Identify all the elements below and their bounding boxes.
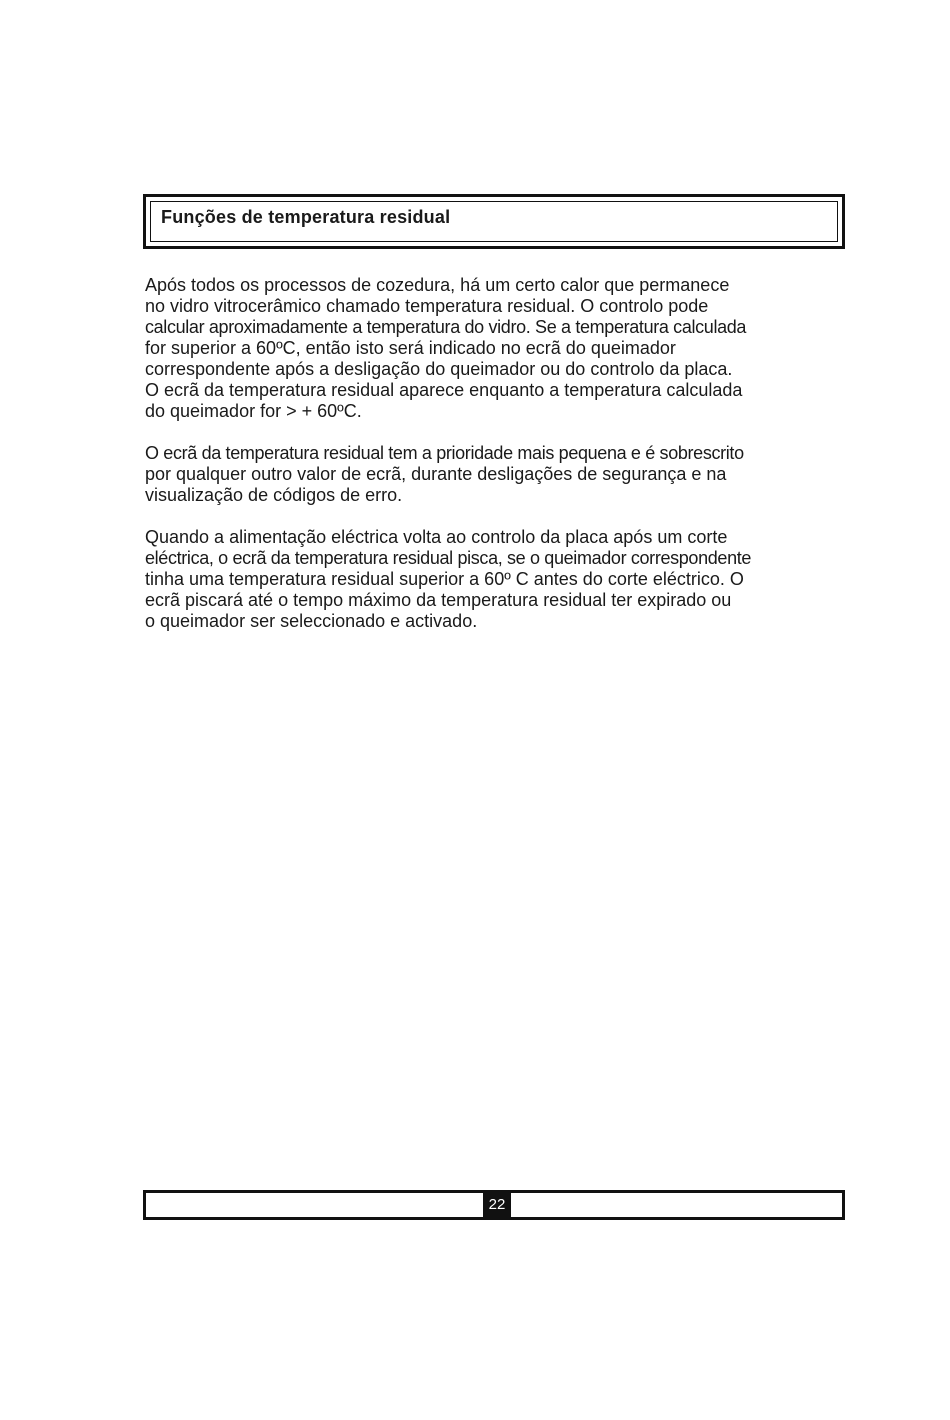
paragraph-line: O ecrã da temperatura residual aparece enquanto a temperatura calculada (145, 380, 743, 400)
paragraph-line: visualização de códigos de erro. (145, 485, 403, 505)
footer-bar (143, 1190, 845, 1220)
paragraph-line: calcular aproximadamente a temperatura do vidro. Se a temperatura calculada (145, 317, 747, 337)
paragraph-line: ecrã piscará até o tempo máximo da temperatura residual ter expirado ou (145, 590, 732, 610)
paragraph-line: no vidro vitrocerâmico chamado temperatura residual. O controlo pode (145, 296, 709, 316)
paragraph-1 (145, 275, 845, 422)
paragraph-line: correspondente após a desligação do queimador ou do controlo da placa. (145, 359, 733, 379)
section-header-inner-frame (150, 201, 838, 242)
paragraph-line: eléctrica, o ecrã da temperatura residual pisca, se o queimador correspondente (145, 548, 752, 568)
section-title: Funções de temperatura residual (161, 207, 451, 227)
section-header (143, 194, 845, 249)
page-number: 22 (483, 1193, 511, 1217)
paragraph-line: Quando a alimentação eléctrica volta ao controlo da placa após um corte (145, 527, 728, 547)
paragraph-line: O ecrã da temperatura residual tem a prioridade mais pequena e é sobrescrito (145, 443, 744, 463)
paragraph-line: Após todos os processos de cozedura, há um certo calor que permanece (145, 275, 730, 295)
paragraph-line: tinha uma temperatura residual superior a 60º C antes do corte eléctrico. O (145, 569, 744, 589)
paragraph-2 (145, 443, 845, 506)
paragraph-line: do queimador for > + 60ºC. (145, 401, 362, 421)
paragraph-line: o queimador ser seleccionado e activado. (145, 611, 478, 631)
paragraph-line: for superior a 60ºC, então isto será indicado no ecrã do queimador (145, 338, 676, 358)
paragraph-3 (145, 527, 845, 632)
body-text (145, 275, 845, 653)
paragraph-line: por qualquer outro valor de ecrã, durante desligações de segurança e na (145, 464, 727, 484)
